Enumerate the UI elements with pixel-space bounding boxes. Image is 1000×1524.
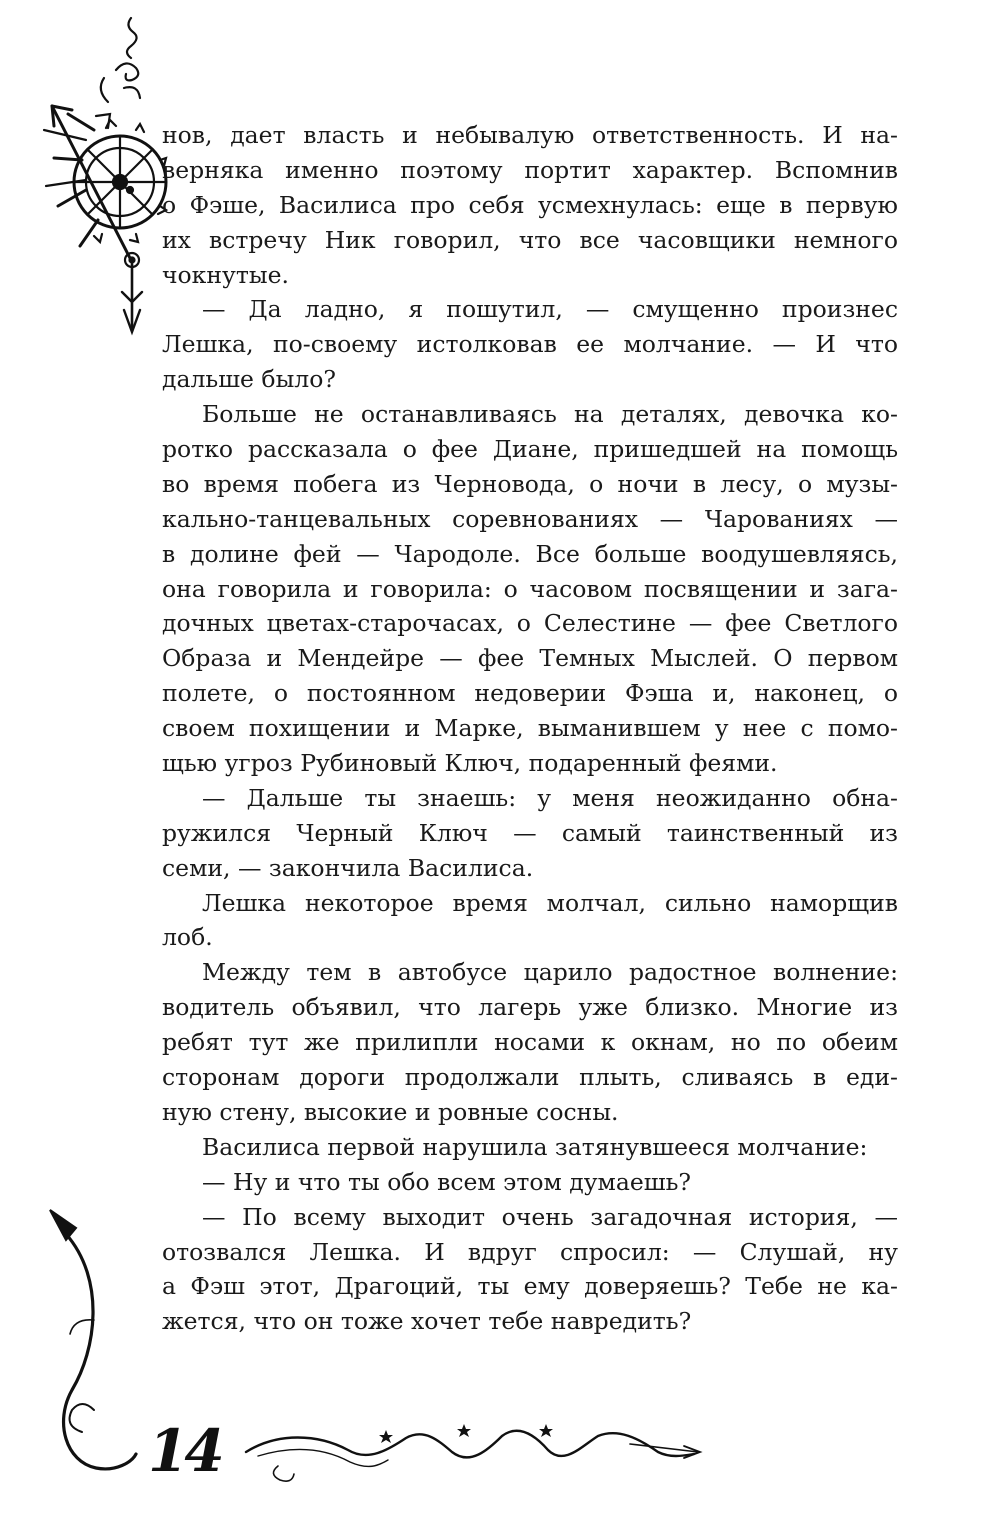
wave-line-ornament-icon xyxy=(238,1410,708,1490)
text-line: — Дальше ты знаешь: у меня неожиданно обна- xyxy=(202,783,898,812)
text-line: ную стену, высокие и ровные сосны. xyxy=(162,1097,619,1126)
page-number: 14 xyxy=(148,1417,221,1485)
text-line: ребят тут же прилипли носами к окнам, но по обеим xyxy=(162,1028,898,1057)
text-line: Больше не останавливаясь на деталях, девочка ко- xyxy=(202,400,898,429)
text-line: дочных цветах-старочасах, о Селестине — фее Светлого xyxy=(162,609,898,638)
text-line: чокнутые. xyxy=(162,260,289,289)
text-line: верняка именно поэтому портит характер. Вспомнив xyxy=(162,155,898,184)
text-line: щью угроз Рубиновый Ключ, подаренный феями. xyxy=(162,749,778,778)
curl-arrow-ornament-icon xyxy=(36,1200,156,1490)
text-block xyxy=(162,118,898,1339)
text-line: она говорила и говорила: о часовом посвящении и зага- xyxy=(162,574,898,603)
text-line: в долине фей — Чародоле. Все больше воодушевляясь, xyxy=(162,539,898,568)
text-line: а Фэш этот, Драгоций, ты ему доверяешь? Тебе не ка- xyxy=(162,1272,898,1301)
text-line: ружился Черный Ключ — самый таинственный из xyxy=(162,818,898,847)
text-line: Между тем в автобусе царило радостное волнение: xyxy=(202,958,898,987)
text-line: дальше было? xyxy=(162,365,336,394)
text-line: Лешка некоторое время молчал, сильно наморщив xyxy=(202,888,898,917)
text-line: — Да ладно, я пошутил, — смущенно произнес xyxy=(202,295,898,324)
text-line: о Фэше, Василиса про себя усмехнулась: еще в первую xyxy=(162,190,898,219)
text-line: ротко рассказала о фее Диане, пришедшей на помощь xyxy=(162,435,898,464)
text-line: жется, что он тоже хочет тебе навредить? xyxy=(162,1307,692,1336)
text-line: Лешка, по-своему истолковав ее молчание. — И что xyxy=(162,330,898,359)
text-line: Василиса первой нарушила затянувшееся молчание: xyxy=(202,1132,868,1161)
compass-ornament-icon xyxy=(36,10,166,340)
text-line: во время побега из Черновода, о ночи в лесу, о музы- xyxy=(162,469,898,498)
text-line: Образа и Мендейре — фее Темных Мыслей. О первом xyxy=(162,644,898,673)
text-line: сторонам дороги продолжали плыть, сливаясь в еди- xyxy=(162,1063,898,1092)
text-line: водитель объявил, что лагерь уже близко. Многие из xyxy=(162,993,898,1022)
text-line: своем похищении и Марке, выманившем у нее с помо- xyxy=(162,714,898,743)
text-line: лоб. xyxy=(162,923,213,952)
text-line: семи, — закончила Василиса. xyxy=(162,853,534,882)
text-line: — Ну и что ты обо всем этом думаешь? xyxy=(202,1167,691,1196)
text-line: полете, о постоянном недоверии Фэша и, наконец, о xyxy=(162,679,898,708)
text-line: — По всему выходит очень загадочная история, — xyxy=(202,1202,898,1231)
text-line: кально-танцевальных соревнованиях — Чарованиях — xyxy=(162,504,898,533)
text-line: их встречу Ник говорил, что все часовщики немного xyxy=(162,225,898,254)
text-line: нов, дает власть и небывалую ответственность. И на- xyxy=(162,121,898,149)
text-line: отозвался Лешка. И вдруг спросил: — Слушай, ну xyxy=(162,1237,898,1266)
